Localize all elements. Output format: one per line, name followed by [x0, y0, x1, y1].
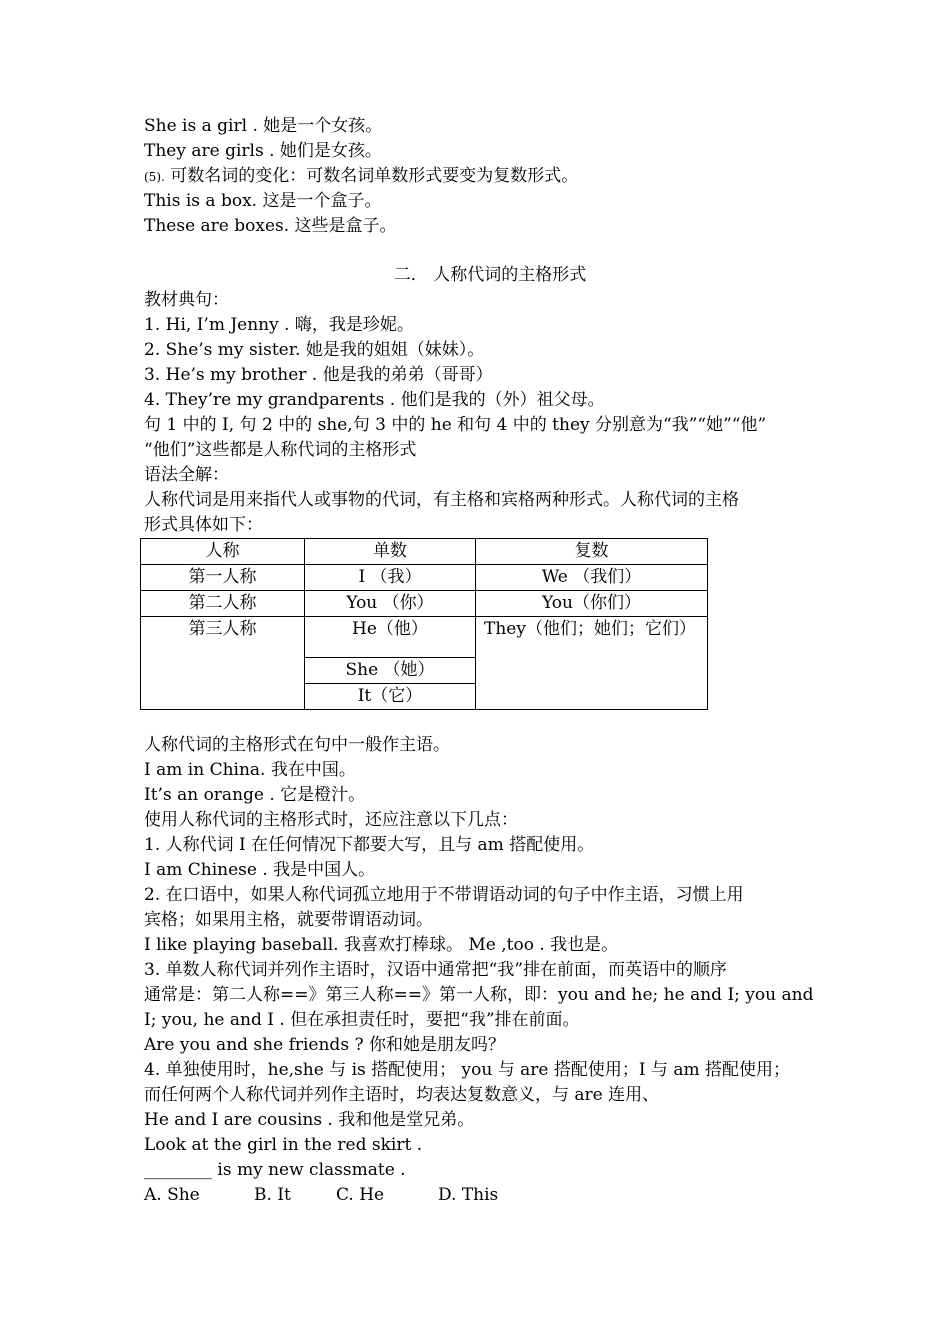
textbook-sentence-1: 1. Hi, I’m Jenny . 嗨，我是珍妮。 — [144, 315, 414, 335]
usage-line-5: 1. 人称代词 I 在任何情况下都要大写，且与 am 搭配使用。 — [144, 835, 595, 855]
usage-line-16: He and I are cousins . 我和他是堂兄弟。 — [144, 1110, 475, 1130]
grammar-line-1: 人称代词是用来指代人或事物的代词，有主格和宾格两种形式。人称代词的主格 — [144, 490, 739, 510]
header-person: 人称 — [141, 539, 305, 565]
header-plural: 复数 — [476, 539, 708, 565]
option-a: A. She — [144, 1185, 200, 1205]
third-she-cell: She （她） — [305, 658, 476, 684]
usage-line-17: Look at the girl in the red skirt . — [144, 1135, 423, 1155]
table-row — [141, 617, 708, 658]
explain-line-1: 句 1 中的 I, 句 2 中的 she,句 3 中的 he 和句 4 中的 they 分别意为“我”“她”“他” — [144, 415, 767, 435]
usage-line-7: 2. 在口语中，如果人称代词孤立地用于不带谓语动词的句子中作主语，习惯上用 — [144, 885, 744, 905]
table-row — [141, 565, 708, 591]
usage-line-13: Are you and she friends ? 你和她是朋友吗？ — [144, 1035, 505, 1055]
third-person-cell: 第三人称 — [141, 617, 305, 710]
option-c: C. He — [336, 1185, 385, 1205]
usage-line-4: 使用人称代词的主格形式时，还应注意以下几点： — [144, 810, 518, 830]
example-box-line-1: This is a box. 这是一个盒子。 — [144, 191, 382, 211]
usage-line-12: I; you, he and I . 但在承担责任时，要把“我”排在前面。 — [144, 1010, 580, 1030]
usage-line-15: 而任何两个人称代词并列作主语时，均表达复数意义，与 are 连用、 — [144, 1085, 660, 1105]
textbook-sentence-3: 3. He’s my brother . 他是我的弟弟（哥哥） — [144, 365, 493, 385]
second-person-cell: 第二人称 — [141, 591, 305, 617]
option-d: D. This — [438, 1185, 499, 1205]
explain-line-2: “他们”这些都是人称代词的主格形式 — [144, 440, 417, 460]
usage-line-1: 人称代词的主格形式在句中一般作主语。 — [144, 735, 450, 755]
rule-5-number: (5). — [144, 170, 165, 184]
usage-line-11: 通常是：第二人称==》第三人称==》第一人称，即：you and he; he and I; you and — [144, 985, 814, 1005]
usage-line-9: I like playing baseball. 我喜欢打棒球。 Me ,too . 我也是。 — [144, 935, 619, 955]
third-plural-cell: They（他们；她们；它们） — [476, 617, 708, 710]
section-heading: 二． 人称代词的主格形式 — [393, 265, 587, 285]
second-plural-cell: You（你们） — [476, 591, 708, 617]
pronoun-table — [140, 538, 708, 710]
usage-line-14: 4. 单独使用时，he,she 与 is 搭配使用； you 与 are 搭配使用；I 与 am 搭配使用； — [144, 1060, 791, 1080]
first-person-cell: 第一人称 — [141, 565, 305, 591]
third-it-cell: It（它） — [305, 684, 476, 710]
first-plural-cell: We （我们） — [476, 565, 708, 591]
rule-5-text: 可数名词的变化：可数名词单数形式要变为复数形式。 — [164, 166, 579, 186]
textbook-sentence-2: 2. She’s my sister. 她是我的姐姐（妹妹）。 — [144, 340, 485, 360]
usage-line-3: It’s an orange . 它是橙汁。 — [144, 785, 366, 805]
first-singular-cell: I （我） — [305, 565, 476, 591]
usage-line-10: 3. 单数人称代词并列作主语时，汉语中通常把“我”排在前面，而英语中的顺序 — [144, 960, 728, 980]
usage-line-6: I am Chinese . 我是中国人。 — [144, 860, 376, 880]
grammar-line-2: 形式具体如下： — [144, 515, 263, 535]
grammar-label: 语法全解： — [144, 465, 229, 485]
usage-line-8: 宾格；如果用主格，就要带谓语动词。 — [144, 910, 433, 930]
intro-line-2: They are girls . 她们是女孩。 — [144, 141, 382, 161]
third-he-cell: He（他） — [305, 617, 476, 658]
usage-line-2: I am in China. 我在中国。 — [144, 760, 356, 780]
table-header-row — [141, 539, 708, 565]
usage-line-18: ________ is my new classmate . — [144, 1160, 406, 1180]
option-b: B. It — [254, 1185, 291, 1205]
textbook-sentence-4: 4. They’re my grandparents . 他们是我的（外）祖父母。 — [144, 390, 605, 410]
textbook-label: 教材典句： — [144, 290, 229, 310]
rule-5-line — [144, 164, 578, 189]
intro-line-1: She is a girl . 她是一个女孩。 — [144, 116, 383, 136]
second-singular-cell: You （你） — [305, 591, 476, 617]
header-singular: 单数 — [305, 539, 476, 565]
example-box-line-2: These are boxes. 这些是盒子。 — [144, 216, 397, 236]
table-row — [141, 591, 708, 617]
